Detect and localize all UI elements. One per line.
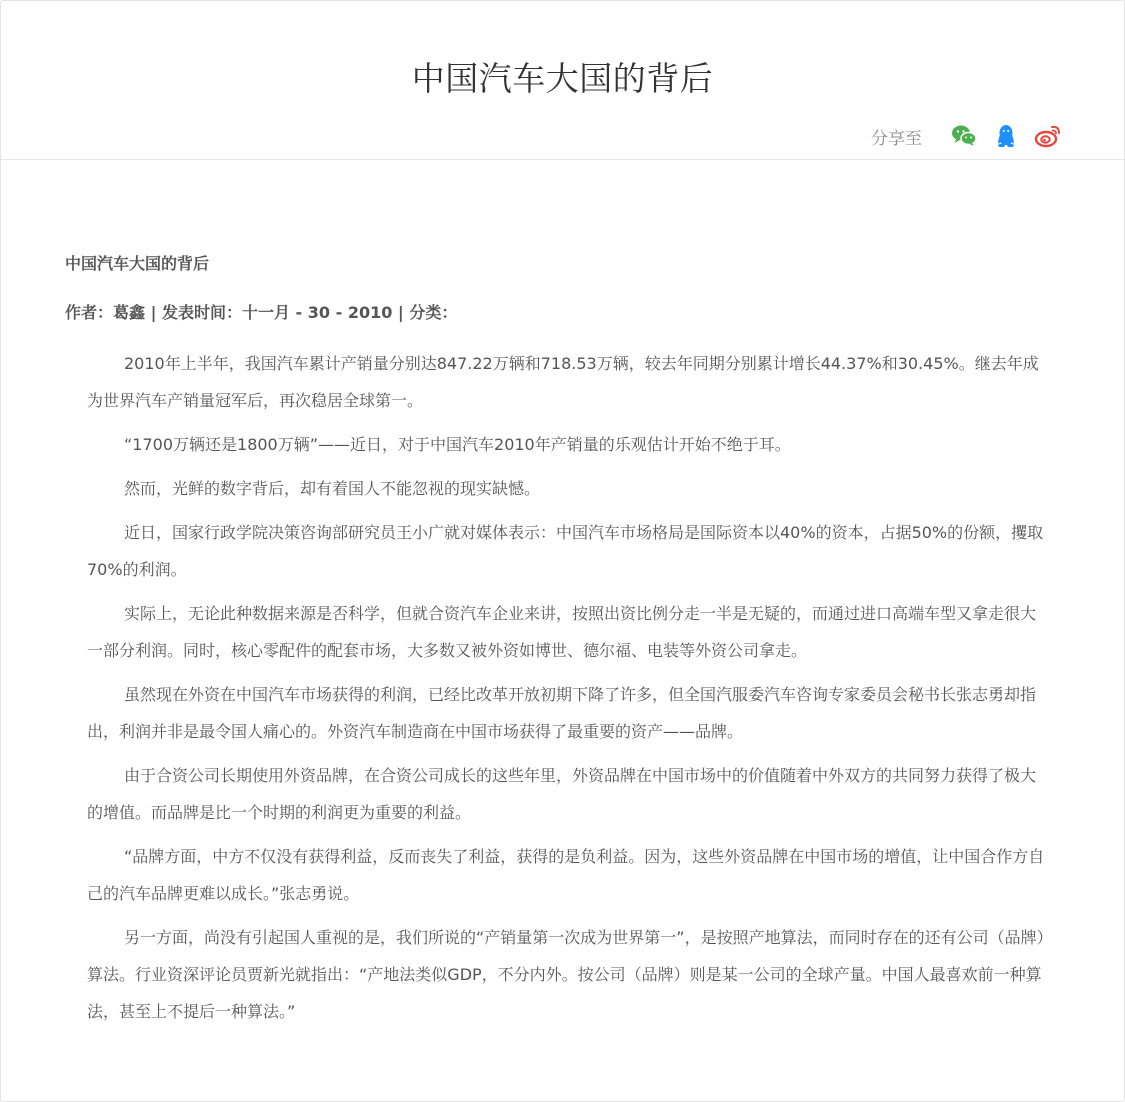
article-paragraph: 另一方面，尚没有引起国人重视的是，我们所说的“产销量第一次成为世界第一”，是按照产地算法，而同时存在的还有公司（品牌）算法。行业资深评论员贾新光就指出：“产地法类似GDP，不分内外。按公司（品牌）则是某一公司的全球产量。中国人最喜欢前一种算法，甚至上不提后一种算法。” [87, 928, 1045, 1021]
article-paragraph: 虽然现在外资在中国汽车市场获得的利润，已经比改革开放初期下降了许多，但全国汽服委汽车咨询专家委员会秘书长张志勇却指出，利润并非是最令国人痛心的。外资汽车制造商在中国市场获得了最重要的资产——品牌。 [87, 685, 1037, 741]
qq-icon[interactable] [992, 122, 1020, 150]
article-body [65, 251, 1050, 1037]
article-paragraph: 2010年上半年，我国汽车累计产销量分别达847.22万辆和718.53万辆，较去年同期分别累计增长44.37%和30.45%。继去年成为世界汽车产销量冠军后，再次稳居全球第一。 [87, 354, 1039, 410]
weibo-icon[interactable] [1034, 122, 1062, 150]
article-paragraph: 然而，光鲜的数字背后，却有着国人不能忽视的现实缺憾。 [124, 479, 541, 498]
article-paragraph: 实际上，无论此种数据来源是否科学，但就合资汽车企业来讲，按照出资比例分走一半是无疑的，而通过进口高端车型又拿走很大一部分利润。同时，核心零配件的配套市场，大多数又被外资如博世、德尔福、电装等外资公司拿走。 [87, 604, 1037, 660]
article-paragraph: 由于合资公司长期使用外资品牌，在合资公司成长的这些年里，外资品牌在中国市场中的价值随着中外双方的共同努力获得了极大的增值。而品牌是比一个时期的利润更为重要的利益。 [87, 766, 1037, 822]
article-paragraph: “1700万辆还是1800万辆”——近日，对于中国汽车2010年产销量的乐观估计开始不绝于耳。 [124, 435, 791, 454]
article-header [1, 1, 1124, 160]
article-paragraph: 近日，国家行政学院决策咨询部研究员王小广就对媒体表示：中国汽车市场格局是国际资本以40%的资本，占据50%的份额，攫取70%的利润。 [87, 523, 1044, 579]
article-paragraph: “品牌方面，中方不仅没有获得利益，反而丧失了利益，获得的是负利益。因为，这些外资品牌在中国市场的增值，让中国合作方自己的汽车品牌更难以成长。”张志勇说。 [87, 847, 1045, 903]
share-bar [871, 122, 1062, 150]
article-title: 中国汽车大国的背后 [65, 254, 210, 273]
share-label: 分享至 [871, 128, 922, 149]
page-title: 中国汽车大国的背后 [411, 59, 714, 98]
wechat-icon[interactable] [950, 122, 978, 150]
article-meta: 作者：葛鑫 | 发表时间：十一月 - 30 - 2010 | 分类： [65, 303, 458, 322]
